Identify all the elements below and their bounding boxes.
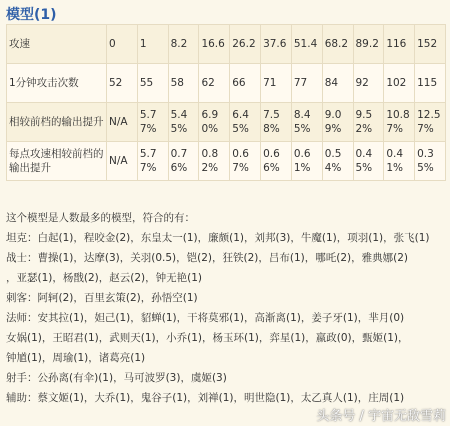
table-row <box>7 103 446 142</box>
hero-line: 钟馗(1)，周瑜(1)，诸葛亮(1) <box>6 352 146 364</box>
table-cell: 0.76% <box>168 142 199 181</box>
row-label: 攻速 <box>7 25 107 64</box>
row-label: 相较前档的输出提升 <box>7 103 107 142</box>
table-cell: 16.6 <box>199 25 230 64</box>
table-cell: 5.77% <box>137 142 168 181</box>
attack-speed-table <box>6 24 446 181</box>
table-cell: 9.09% <box>322 103 353 142</box>
table-cell: N/A <box>107 103 138 142</box>
row-label: 每点攻速相较前档的输出提升 <box>7 142 107 181</box>
table-cell: 92 <box>353 64 384 103</box>
table-cell: 0.35% <box>415 142 446 181</box>
watermark: 头条号 / 宇宙无敌雪莉 <box>316 409 446 424</box>
hero-line: 法师：安其拉(1)，妲己(1)，貂蝉(1)，干将莫邪(1)，高渐离(1)，姜子牙(1)，芈月(0) <box>6 312 405 324</box>
table-cell: 0.66% <box>261 142 292 181</box>
table-cell: 58 <box>168 64 199 103</box>
table-cell: 116 <box>384 25 415 64</box>
hero-line: 坦克：白起(1)，程咬金(2)，东皇太一(1)，廉颇(1)，刘邦(3)，牛魔(1)，项羽(1)，张飞(1) <box>6 232 430 244</box>
table-cell: 6.45% <box>230 103 261 142</box>
table-cell: 0.82% <box>199 142 230 181</box>
model-title: 模型(1) <box>6 7 57 23</box>
table-row <box>7 142 446 181</box>
table-cell: 6.90% <box>199 103 230 142</box>
table-cell: 0.67% <box>230 142 261 181</box>
table-cell: N/A <box>107 142 138 181</box>
row-label: 1分钟攻击次数 <box>7 64 107 103</box>
table-cell: 5.45% <box>168 103 199 142</box>
table-cell: 66 <box>230 64 261 103</box>
table-cell: 12.57% <box>415 103 446 142</box>
table-row <box>7 64 446 103</box>
table-cell: 62 <box>199 64 230 103</box>
table-cell: 8.45% <box>291 103 322 142</box>
hero-line: ，亚瑟(1)，杨戬(2)，赵云(2)，钟无艳(1) <box>6 272 202 284</box>
table-cell: 84 <box>322 64 353 103</box>
table-cell: 5.77% <box>137 103 168 142</box>
table-cell: 0 <box>107 25 138 64</box>
table-cell: 9.52% <box>353 103 384 142</box>
table-cell: 8.2 <box>168 25 199 64</box>
table-cell: 0.54% <box>322 142 353 181</box>
table-cell: 10.87% <box>384 103 415 142</box>
hero-line: 辅助：蔡文姬(1)，大乔(1)，鬼谷子(1)，刘禅(1)，明世隐(1)，太乙真人(1)，庄周(1) <box>6 392 405 404</box>
table-cell: 37.6 <box>261 25 292 64</box>
table-cell: 52 <box>107 64 138 103</box>
table-cell: 26.2 <box>230 25 261 64</box>
hero-line: 战士：曹操(1)，达摩(3)，关羽(0.5)，铠(2)，狂铁(2)，吕布(1)，哪吒(2)，雅典娜(2) <box>6 252 409 264</box>
table-cell: 115 <box>415 64 446 103</box>
table-cell: 7.58% <box>261 103 292 142</box>
table-cell: 71 <box>261 64 292 103</box>
table-cell: 0.61% <box>291 142 322 181</box>
table-row <box>7 25 446 64</box>
table-cell: 51.4 <box>291 25 322 64</box>
table-cell: 77 <box>291 64 322 103</box>
intro-text: 这个模型是人数最多的模型，符合的有： <box>6 212 195 224</box>
table-cell: 0.45% <box>353 142 384 181</box>
hero-line: 射手：公孙离(有伞)(1)，马可波罗(3)，虞姬(3) <box>6 372 227 384</box>
table-cell: 55 <box>137 64 168 103</box>
hero-line: 女娲(1)，王昭君(1)，武则天(1)，小乔(1)，杨玉环(1)，弈星(1)，嬴政(0)，甄姬(1)， <box>6 332 409 344</box>
hero-list <box>6 208 446 408</box>
table-cell: 1 <box>137 25 168 64</box>
table-cell: 68.2 <box>322 25 353 64</box>
table-cell: 152 <box>415 25 446 64</box>
table-cell: 89.2 <box>353 25 384 64</box>
table-cell: 0.41% <box>384 142 415 181</box>
hero-line: 刺客：阿轲(2)，百里玄策(2)，孙悟空(1) <box>6 292 198 304</box>
table-cell: 102 <box>384 64 415 103</box>
